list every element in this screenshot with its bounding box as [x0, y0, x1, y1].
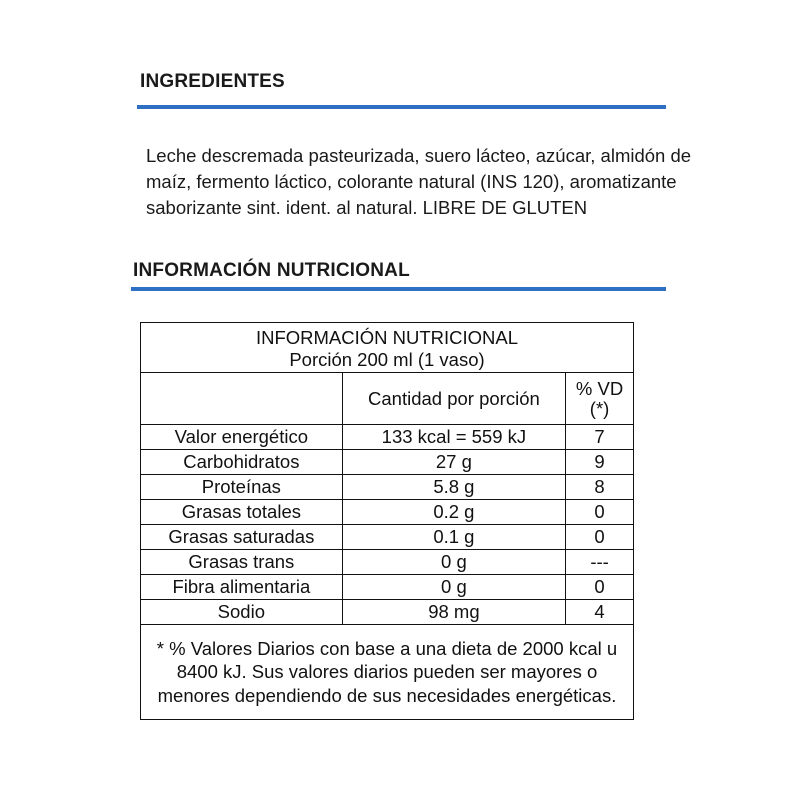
nutrient-name: Carbohidratos: [141, 450, 343, 475]
table-title-cell: [141, 323, 634, 373]
nutrition-divider: [131, 287, 666, 291]
nutrient-vd: 0: [566, 525, 634, 550]
table-row: [141, 425, 634, 450]
nutrient-name: Fibra alimentaria: [141, 575, 343, 600]
table-footnote-row: [141, 625, 634, 720]
nutrient-amount: 98 mg: [342, 600, 565, 625]
nutrient-vd: 9: [566, 450, 634, 475]
nutrition-table: [140, 322, 634, 720]
table-row: [141, 575, 634, 600]
nutrient-amount: 133 kcal = 559 kJ: [342, 425, 565, 450]
nutrient-vd: 8: [566, 475, 634, 500]
nutrient-amount: 5.8 g: [342, 475, 565, 500]
nutrient-name: Proteínas: [141, 475, 343, 500]
table-row: [141, 500, 634, 525]
nutrient-amount: 0.2 g: [342, 500, 565, 525]
nutrient-amount: 27 g: [342, 450, 565, 475]
nutrient-name: Grasas saturadas: [141, 525, 343, 550]
nutrient-name: Grasas trans: [141, 550, 343, 575]
ingredients-divider: [137, 105, 666, 109]
table-portion: Porción 200 ml (1 vaso): [289, 348, 485, 370]
nutrient-name: Grasas totales: [141, 500, 343, 525]
ingredients-text: Leche descremada pasteurizada, suero lácteo, azúcar, almidón de maíz, fermento láctico, colorante natural (INS 120), aromatizante saborizante sint. ident. al natural. LIBRE DE GLUTEN: [146, 145, 692, 218]
nutrient-name: Valor energético: [141, 425, 343, 450]
nutrient-amount: 0.1 g: [342, 525, 565, 550]
table-header-row: [141, 373, 634, 425]
nutrient-vd: 0: [566, 575, 634, 600]
nutrient-vd: 4: [566, 600, 634, 625]
header-empty-cell: [141, 373, 343, 425]
table-footnote: * % Valores Diarios con base a una dieta de 2000 kcal u 8400 kJ. Sus valores diarios pueden ser mayores o menores dependiendo de sus necesidades energéticas.: [141, 625, 634, 720]
table-row: [141, 600, 634, 625]
table-row: [141, 450, 634, 475]
table-row: [141, 525, 634, 550]
nutrient-amount: 0 g: [342, 575, 565, 600]
ingredients-heading: INGREDIENTES: [140, 71, 285, 92]
nutrient-vd: 7: [566, 425, 634, 450]
nutrient-vd: ---: [566, 550, 634, 575]
table-row: [141, 550, 634, 575]
nutrient-vd: 0: [566, 500, 634, 525]
table-title: INFORMACIÓN NUTRICIONAL: [255, 326, 519, 348]
header-vd-note: (*): [589, 397, 610, 419]
header-amount: Cantidad por porción: [342, 373, 565, 425]
nutrient-name: Sodio: [141, 600, 343, 625]
table-title-row: [141, 323, 634, 373]
nutrition-heading: INFORMACIÓN NUTRICIONAL: [133, 260, 410, 281]
table-row: [141, 475, 634, 500]
nutrient-amount: 0 g: [342, 550, 565, 575]
header-vd: [566, 373, 634, 425]
header-vd-label: % VD: [575, 377, 624, 399]
